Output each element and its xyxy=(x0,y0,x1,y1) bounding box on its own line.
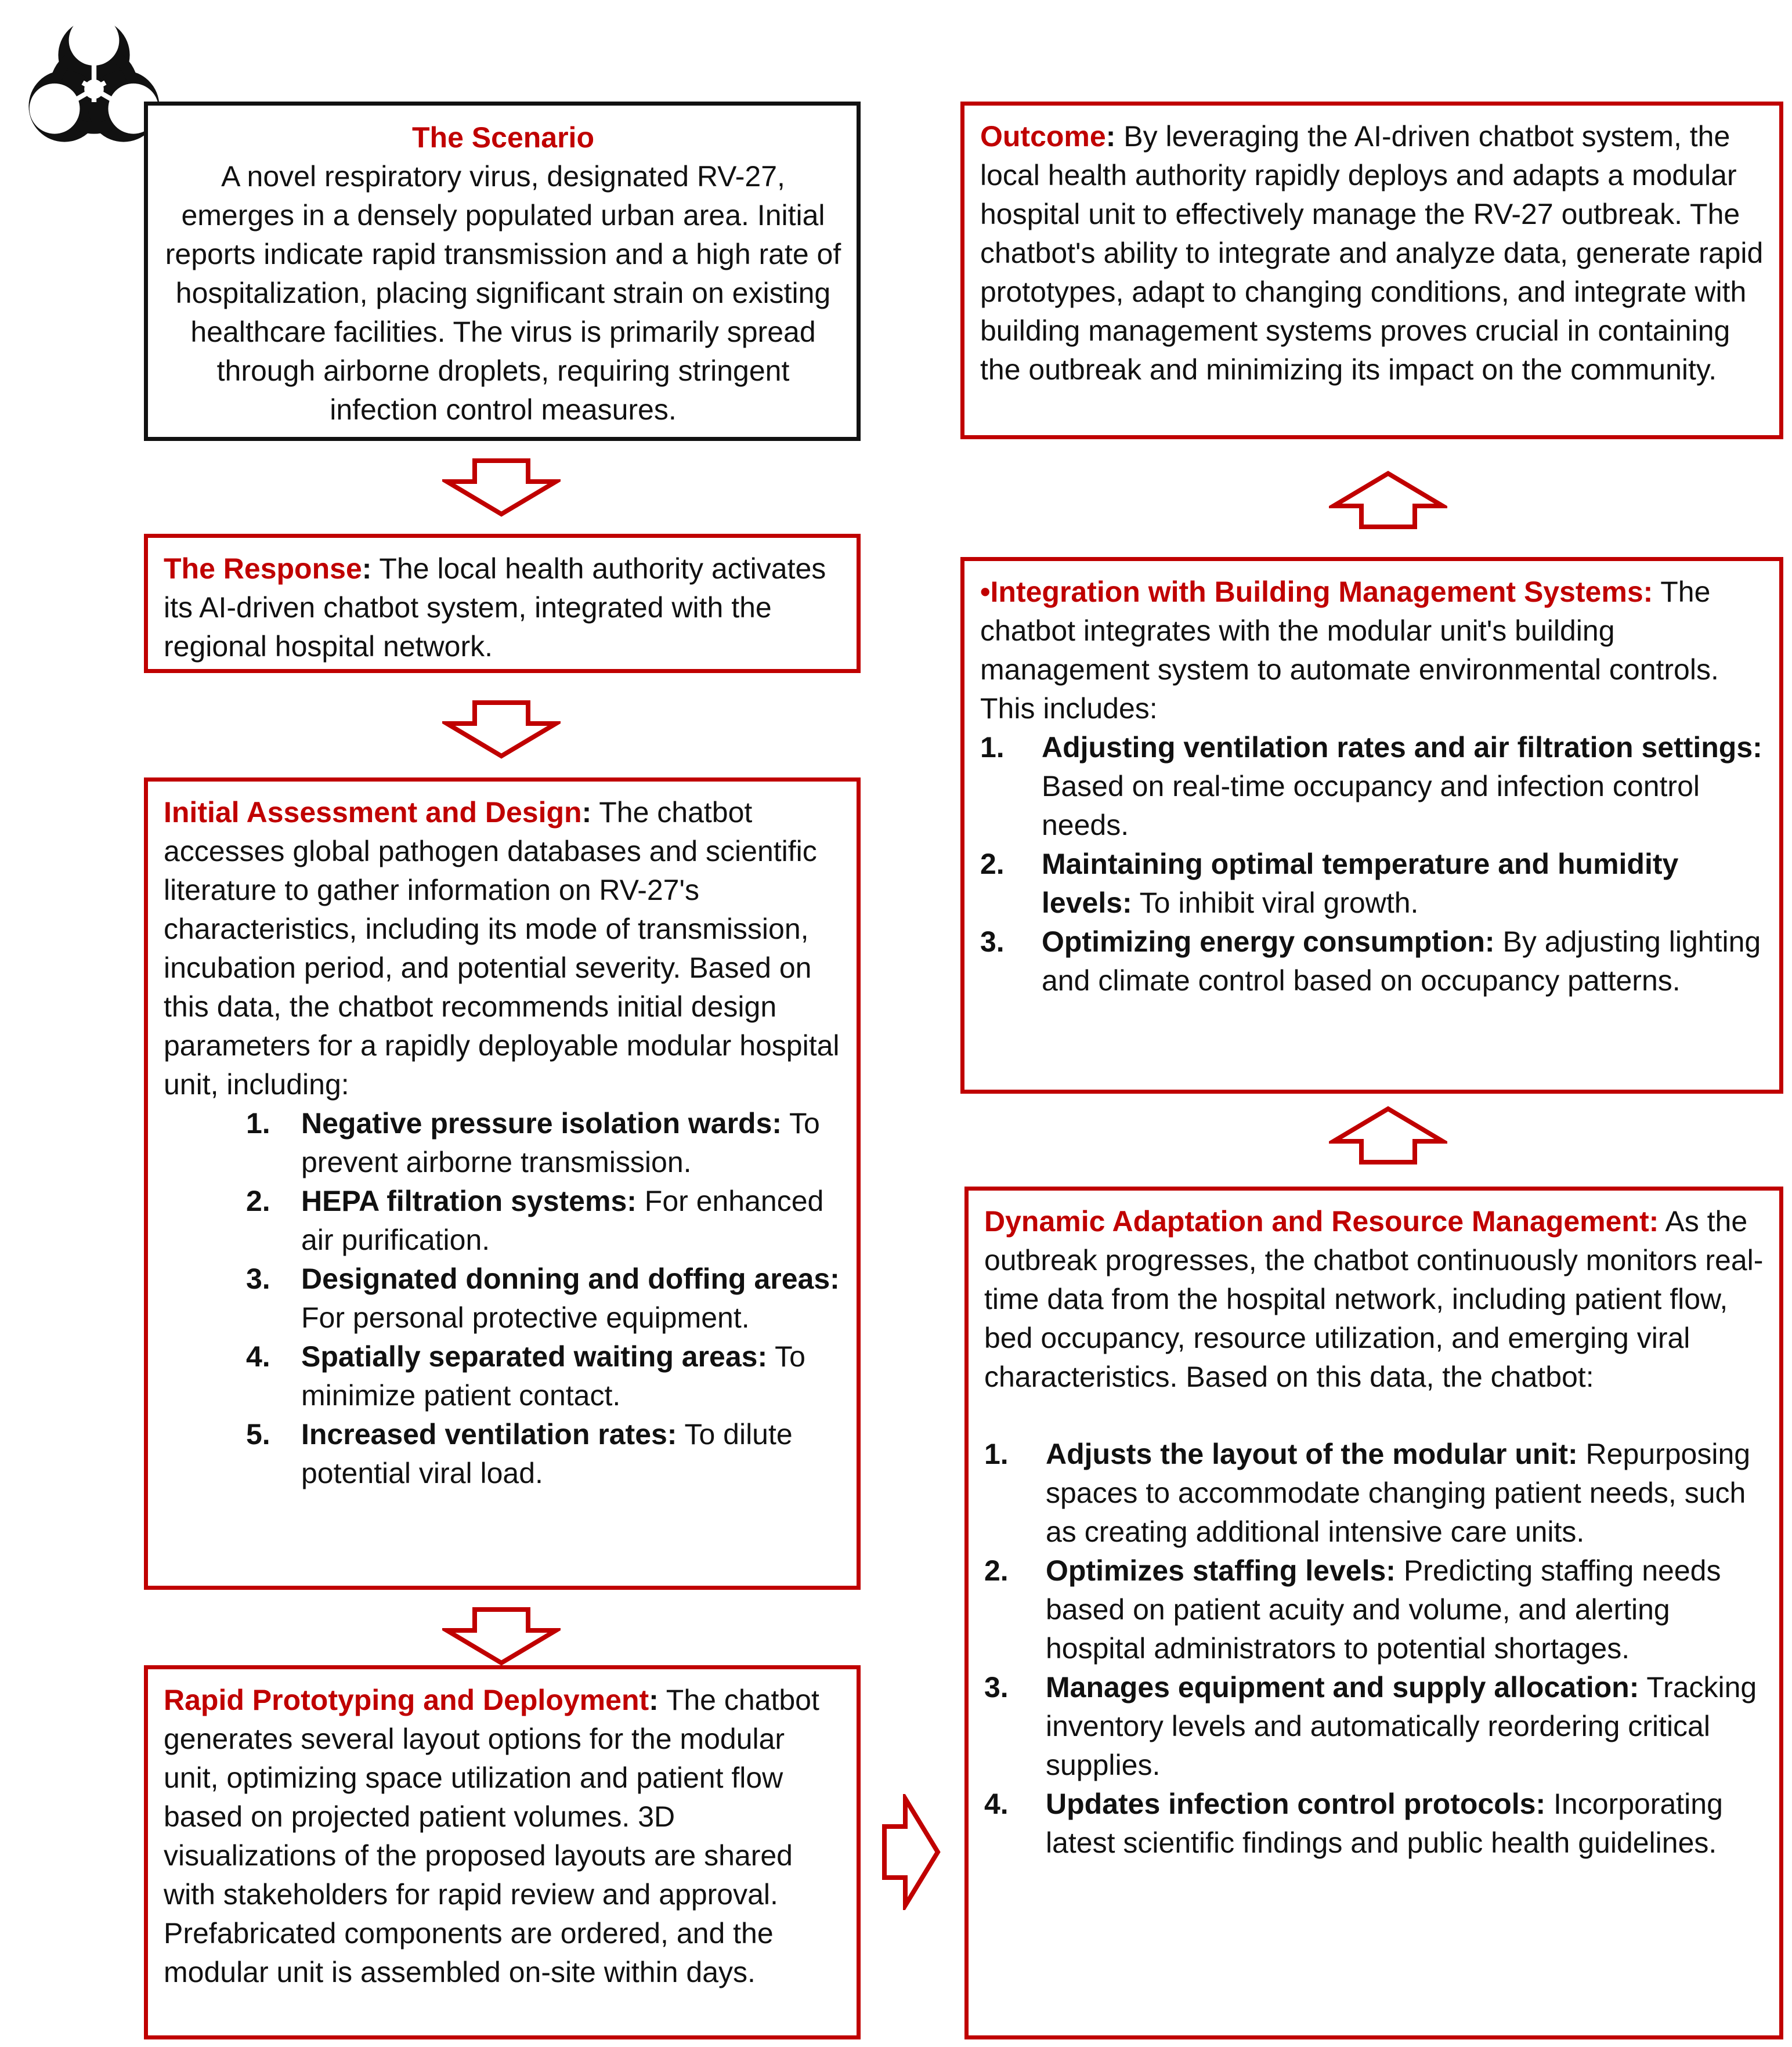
list-item-title: Negative pressure isolation wards: xyxy=(301,1107,782,1140)
prototyping-sep: : xyxy=(649,1684,659,1716)
list-item xyxy=(164,1260,843,1337)
assessment-heading: Initial Assessment and Design xyxy=(164,796,582,829)
list-item xyxy=(984,1551,1765,1668)
response-sep: : xyxy=(362,552,372,585)
outcome-sep: : xyxy=(1105,120,1116,153)
list-number: 1. xyxy=(984,1438,1009,1470)
outcome-heading: Outcome xyxy=(980,120,1106,153)
list-number: 4. xyxy=(984,1788,1009,1820)
list-item-text: Repurposing spaces to accommodate changing patient needs, such as creating additional intensive care units. xyxy=(1046,1438,1751,1548)
list-item-text: Based on real-time occupancy and infection control needs. xyxy=(1042,770,1700,841)
list-item-text: For personal protective equipment. xyxy=(301,1301,750,1334)
list-number: 2. xyxy=(980,848,1005,880)
assessment-sep: : xyxy=(581,796,592,829)
list-item-title: Updates infection control protocols: xyxy=(1046,1788,1546,1820)
list-item-text: To prevent airborne transmission. xyxy=(301,1107,820,1178)
list-item-text: For enhanced air purification. xyxy=(301,1185,824,1256)
list-item xyxy=(984,1785,1765,1862)
prototyping-body: The chatbot generates several layout options for the modular unit, optimizing space utilization and patient flow based on projected patient volumes. 3D visualizations of the proposed layouts are shared with stakeholders for rapid review and approval. Prefabricated components are ordered, and the modular unit is assembled on-site within days. xyxy=(164,1684,819,1988)
integration-includes: This includes: xyxy=(980,692,1158,725)
list-item xyxy=(980,923,1765,1000)
list-item-text: To inhibit viral growth. xyxy=(1132,887,1419,919)
integration-body: The chatbot integrates with the modular unit's building management system to automate environmental controls. xyxy=(980,576,1719,686)
list-item-text: Predicting staffing needs based on patient acuity and volume, and alerting hospital administrators to potential shortages. xyxy=(1046,1554,1721,1665)
list-item xyxy=(164,1104,843,1182)
list-number: 3. xyxy=(984,1671,1009,1704)
list-item-text: Incorporating latest scientific findings and public health guidelines. xyxy=(1046,1788,1723,1859)
arrow-up-icon xyxy=(1329,470,1447,529)
adaptation-heading: Dynamic Adaptation and Resource Management: xyxy=(984,1205,1659,1238)
integration-heading: •Integration with Building Management Systems: xyxy=(980,576,1653,608)
scenario-body: A novel respiratory virus, designated RV-27, emerges in a densely populated urban area. Initial reports indicate rapid transmission and a high rate of hospitalization, placing significant strain on existing healthcare facilities. The virus is primarily spread through airborne droplets, requiring stringent infection control measures. xyxy=(165,160,841,426)
list-item xyxy=(164,1182,843,1260)
outcome-box xyxy=(960,102,1783,439)
list-number: 2. xyxy=(984,1554,1009,1587)
adaptation-box xyxy=(964,1187,1783,2039)
assessment-body: The chatbot accesses global pathogen databases and scientific literature to gather information on RV-27's characteristics, including its mode of transmission, incubation period, and potential severity. Based on this data, the chatbot recommends initial design parameters for a rapidly deployable modular hospital unit, including: xyxy=(164,796,840,1101)
list-item-title: HEPA filtration systems: xyxy=(301,1185,637,1217)
assessment-box xyxy=(144,777,861,1590)
list-item xyxy=(980,728,1765,845)
arrow-down-icon xyxy=(442,458,561,518)
list-item-title: Adjusts the layout of the modular unit: xyxy=(1046,1438,1578,1470)
list-item xyxy=(984,1668,1765,1785)
list-item-text: To minimize patient contact. xyxy=(301,1340,805,1412)
response-body: The local health authority activates its AI-driven chatbot system, integrated with the regional hospital network. xyxy=(164,552,826,663)
list-number: 5. xyxy=(246,1418,270,1451)
list-item-title: Manages equipment and supply allocation: xyxy=(1046,1671,1639,1704)
list-item-title: Optimizing energy consumption: xyxy=(1042,925,1495,958)
list-number: 1. xyxy=(980,731,1005,764)
scenario-box xyxy=(144,102,861,441)
integration-box xyxy=(960,557,1783,1094)
prototyping-box xyxy=(144,1665,861,2039)
list-item-text: By adjusting lighting and climate control based on occupancy patterns. xyxy=(1042,925,1761,997)
outcome-body: By leveraging the AI-driven chatbot system, the local health authority rapidly deploys and adapts a modular hospital unit to effectively manage the RV-27 outbreak. The chatbot's ability to integrate and analyze data, generate rapid prototypes, adapt to changing conditions, and integrate with building management systems proves crucial in containing the outbreak and minimizing its impact on the community. xyxy=(980,120,1764,386)
list-item-text: To dilute potential viral load. xyxy=(301,1418,793,1489)
spacer xyxy=(984,1397,1765,1435)
adaptation-body: As the outbreak progresses, the chatbot continuously monitors real-time data from the hospital network, including patient flow, bed occupancy, resource utilization, and emerging viral characteristics. Based on this data, the chatbot: xyxy=(984,1205,1764,1393)
list-item-title: Adjusting ventilation rates and air filtration settings: xyxy=(1042,731,1762,764)
arrow-down-icon xyxy=(442,1607,561,1666)
response-heading: The Response xyxy=(164,552,362,585)
list-number: 2. xyxy=(246,1185,270,1217)
arrow-down-icon xyxy=(442,700,561,760)
list-number: 4. xyxy=(246,1340,270,1373)
list-number: 3. xyxy=(980,925,1005,958)
list-item xyxy=(164,1337,843,1415)
list-item-title: Increased ventilation rates: xyxy=(301,1418,677,1451)
adaptation-list xyxy=(984,1435,1765,1862)
assessment-list xyxy=(164,1104,843,1493)
scenario-title: The Scenario xyxy=(412,121,594,154)
list-item-title: Designated donning and doffing areas: xyxy=(301,1263,840,1295)
list-item xyxy=(980,845,1765,923)
list-item-text: Tracking inventory levels and automatically reordering critical supplies. xyxy=(1046,1671,1757,1781)
arrow-up-icon xyxy=(1329,1105,1447,1164)
list-item-title: Optimizes staffing levels: xyxy=(1046,1554,1396,1587)
response-box xyxy=(144,534,861,673)
list-item xyxy=(164,1415,843,1493)
list-number: 3. xyxy=(246,1263,270,1295)
prototyping-heading: Rapid Prototyping and Deployment xyxy=(164,1684,649,1716)
list-number: 1. xyxy=(246,1107,270,1140)
integration-list xyxy=(980,728,1765,1000)
arrow-right-icon xyxy=(882,1794,942,1910)
list-item xyxy=(984,1435,1765,1551)
list-item-title: Maintaining optimal temperature and humidity levels: xyxy=(1042,848,1679,919)
list-item-title: Spatially separated waiting areas: xyxy=(301,1340,768,1373)
